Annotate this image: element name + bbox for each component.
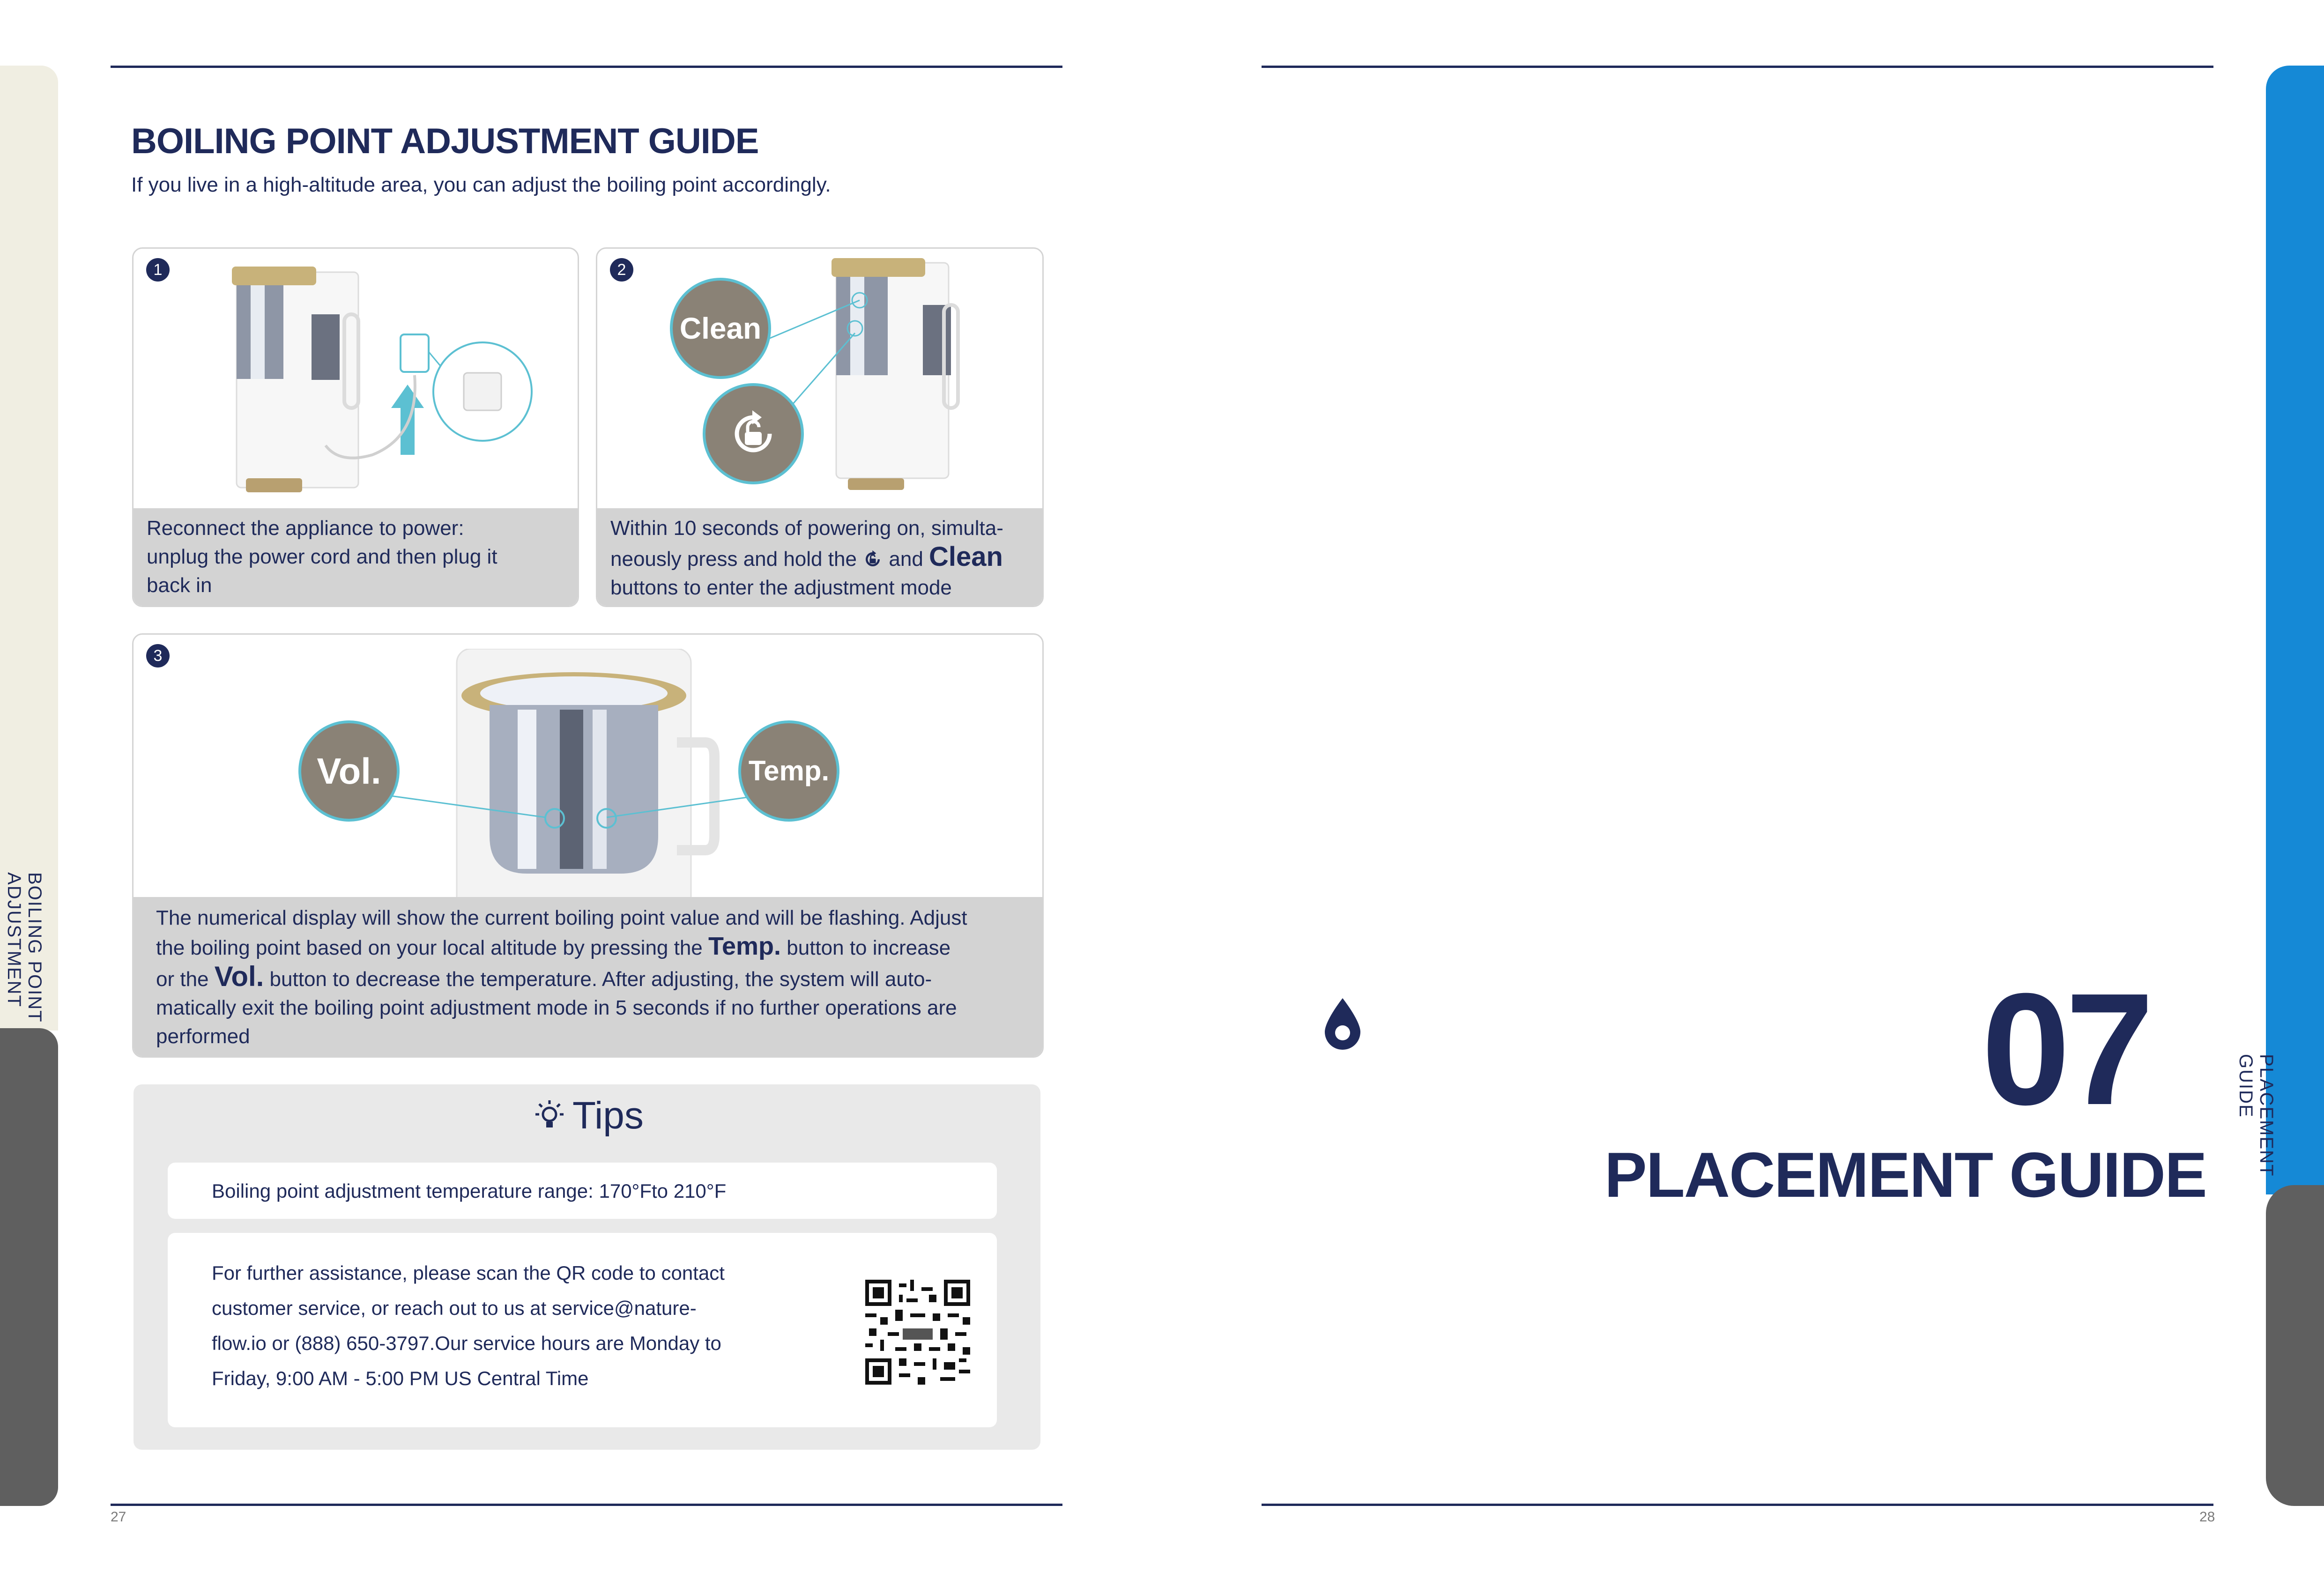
step-3-vol-inline: Vol. bbox=[214, 961, 264, 992]
bottom-rule-left bbox=[111, 1504, 1062, 1506]
step-2-caption-and: and bbox=[889, 548, 923, 571]
side-tab-right-top bbox=[2266, 66, 2324, 1194]
step-2-card bbox=[596, 247, 1044, 607]
page-number-right: 28 bbox=[2199, 1509, 2215, 1525]
bottom-rule-right bbox=[1262, 1504, 2213, 1506]
water-drop-icon bbox=[1320, 995, 1365, 1052]
tip-contact-text: For further assistance, please scan the QR code to contact customer service, or reach out to us at service@nature- flow.io or (888) 650-3797.Our service hours are Monday to Friday, 9:00 AM - 5:00 PM US Central Time bbox=[212, 1262, 725, 1389]
clean-button-bubble: Clean bbox=[670, 278, 771, 379]
step-3-card bbox=[132, 633, 1044, 1058]
vol-button-bubble: Vol. bbox=[298, 720, 400, 822]
chapter-number: 07 bbox=[1982, 960, 2150, 1138]
page-subtitle: If you live in a high-altitude area, you can adjust the boiling point accordingly. bbox=[131, 173, 831, 196]
temp-button-bubble: Temp. bbox=[738, 720, 839, 822]
side-tab-right-bottom bbox=[2266, 1185, 2324, 1506]
step-1-number: 1 bbox=[146, 258, 170, 282]
step-3-caption: The numerical display will show the current boiling point value and will be flashing. Adjust the boiling point based on your local altitude by pressing the Temp. button to increase or the Vol. button to decrease the temperature. After adjusting, the system will auto- matically exit the boiling point adjustment mode in 5 seconds if no further operations are performed bbox=[134, 897, 1042, 1056]
page-number-left: 27 bbox=[111, 1509, 126, 1525]
lightbulb-icon bbox=[532, 1098, 567, 1134]
unlock-button-bubble bbox=[703, 383, 804, 484]
unlock-icon bbox=[862, 549, 883, 570]
qr-code[interactable] bbox=[865, 1280, 970, 1385]
chapter-title: PLACEMENT GUIDE bbox=[1604, 1139, 2206, 1210]
step-1-card bbox=[132, 247, 579, 607]
step-1-caption: Reconnect the appliance to power: unplug the power cord and then plug it back in bbox=[134, 508, 578, 606]
side-tab-label-right: PLACEMENT GUIDE bbox=[2235, 1054, 2277, 1177]
top-rule-right bbox=[1262, 66, 2213, 68]
step-3-temp-inline: Temp. bbox=[708, 932, 781, 960]
step-2-caption: Within 10 seconds of powering on, simulta- neously press and hold the and Clean buttons to enter the adjustment mode bbox=[597, 508, 1042, 606]
dispenser-illustration bbox=[218, 258, 555, 502]
step-2-number: 2 bbox=[610, 258, 633, 282]
arrow-up-icon bbox=[391, 385, 424, 455]
unlock-icon bbox=[725, 406, 781, 462]
side-tab-label-left: BOILING POINT ADJUSTMENT bbox=[4, 872, 45, 1023]
top-rule-left bbox=[111, 66, 1062, 68]
step-2-caption-clean: Clean bbox=[929, 541, 1003, 572]
step-3-number: 3 bbox=[146, 644, 170, 667]
step-2-caption-pre: neously press and hold the bbox=[610, 548, 857, 571]
tip-range-text: Boiling point adjustment temperature range: 170°Fto 210°F bbox=[212, 1180, 727, 1202]
page-title: BOILING POINT ADJUSTMENT GUIDE bbox=[131, 121, 759, 161]
tips-title: Tips bbox=[572, 1094, 644, 1137]
side-tab-left-bottom bbox=[0, 1028, 58, 1506]
